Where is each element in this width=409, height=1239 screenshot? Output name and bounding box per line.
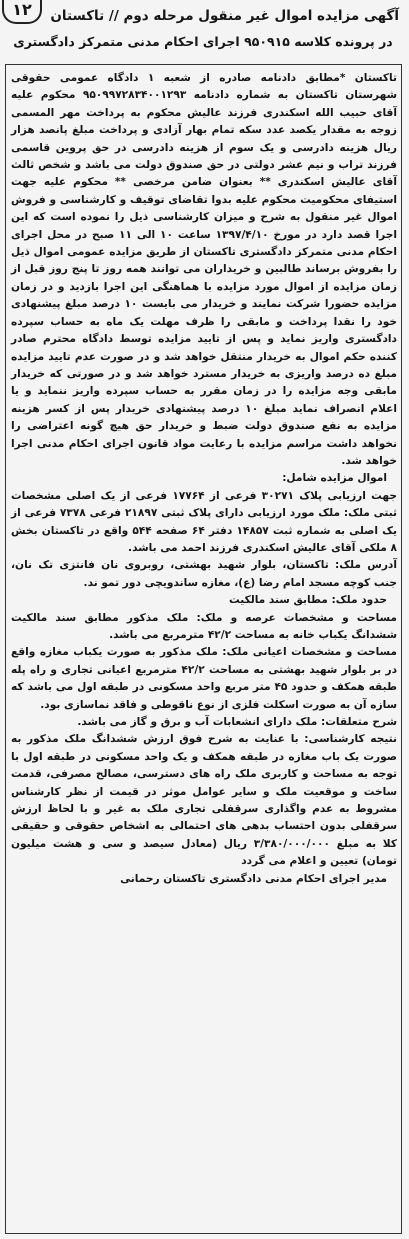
page-number-badge: ۱۲: [2, 0, 42, 24]
address-paragraph: آدرس ملک: تاکستان، بلوار شهید بهشتی، روبروی نان فانتزی تک نان، جنب کوچه مسجد امام رضا (ع)، مغازه ساندویچی دور تمو ند.: [11, 559, 397, 589]
notice-body: [11, 70, 397, 888]
boundaries-line: حدود ملک: مطابق سند مالکیت: [229, 594, 387, 607]
signature-line: مدیر اجرای احکام مدنی دادگستری تاکستان رحمانی: [120, 872, 387, 885]
building-paragraph: مساحت و مشخصات اعیانی ملک: ملک مذکور به صورت یکباب مغازه واقع در بر بلوار شهید بهشتی به مساحت ۴۲/۲ مترمربع اعیانی تجاری و راه پله طبقه همکف و حدود ۴۵ متر مربع واحد مسکونی در طبقه اول می باشد که سازه آن به صورت اسکلت فلزی از نوع ناقوطی و فاقد نماسازی بود.: [11, 646, 398, 711]
utilities-paragraph: شرح متعلقات: ملک دارای انشعابات آب و برق و گاز می باشد.: [77, 716, 397, 729]
main-paragraph: تاکستان *مطابق دادنامه صادره از شعبه ۱ دادگاه عمومی حقوقی شهرستان تاکستان به شماره دادنامه ۹۵۰۹۹۷۲۸۳۴۰۰۱۲۹۳ محکوم علیه آقای حبیب الله اسکندری فرزند عالیش محکوم به پرداخت مهر المسمی زوجه به مقدار یکصد عدد سکه تمام بهار آزادی و پرداخت مبلغ پانصد هزار ریال هزینه دادرسی و یک سوم از هزینه دادرسی در حق پروین قاسمی فرزند تراب و نیم عشر دولتی در حق صندوق دولت می باشد و شخص ثالث آقای عالیش اسکندری ** بعنوان ضامن مرخصی ** محکوم علیه جهت استیفای محکومیت محکوم علیه بدوا تقاضای توقیف و کارشناسی و فروش اموال غیر منقول به شرح و میزان کارشناسی ذیل را نموده است که این اجرا قصد دارد در مورخ ۱۳۹۷/۴/۱۰ ساعت ۱۰ الی ۱۱ صبح در محل اجرای احکام مدنی متمرکز دادگستری تاکستان از طریق مزایده عمومی اموال ذیل را بفروش برساند طالبین و خریداران می توانند همه روز تا پنج روز قبل از زمان مزایده از اموال مورد مزایده با هماهنگی این اجرا بازدید و در زمان مزایده حضورا شرکت نمایند و خریدار می بایست ۱۰ درصد مبلغ پیشنهادی خود را نقدا پرداخت و مابقی را ظرف مهلت یک ماه به حساب سپرده دادگستری واریز نماید و پس از تایید مزایده توسط دادگاه محترم صادر کننده حکم اموال به خریدار منتقل خواهد شد و در صورت عدم تایید مزایده مبلغ ده درصد واریزی به خریدار مسترد خواهد شد و در صورتی که خریدار مابقی وجه مزایده را در زمان مقرر به حساب سپرده واریز ننماید و یا اعلام انصراف نماید مبلغ ۱۰ درصد پیشنهادی خریدار پس از کسر هزینه مزایده به نفع صندوق دولت ضبط و خریدار حق هیچ گونه اعتراضی را نخواهد داشت مراسم مزایده با رعایت مواد قانون اجرای احکام مدنی اجرا خواهد شد.: [11, 72, 397, 467]
notice-subtitle: در پرونده کلاسه ۹۵۰۹۱۵ اجرای احکام مدنی متمرکز دادگستری: [13, 34, 393, 49]
result-paragraph: نتیجه کارشناسی: با عنایت به شرح فوق ارزش ششدانگ ملک مذکور به صورت یک باب مغازه در طبقه همکف و یک واحد مسکونی در طبقه اول با توجه به مساحت و کاربری ملک راه های دسترسی، مصالح مصرفی، قدمت ساخت و موقعیت ملک و سایر عوامل موثر در قیمت از نظر کارشناس مشروط به عدم واگذاری سرقفلی تجاری ملک به غیر و با لحاظ ارزش سرقفلی بدون احتساب بدهی های احتمالی به اشخاص حقوقی و حقیقی کلا به مبلغ ۳/۳۸۰/۰۰۰/۰۰۰ ریال (معادل سیصد و سی و هشت میلیون تومان) تعیین و اعلام می گردد: [11, 733, 397, 868]
area-paragraph: مساحت و مشخصات عرصه و ملک: ملک مذکور مطابق سند مالکیت ششدانگ یکباب خانه به مساحت ۴۲/۲ مترمربع می باشد.: [11, 611, 397, 641]
property-paragraph: جهت ارزیابی پلاک ۳۰۲۷۱ فرعی از ۱۷۷۶۴ فرعی از یک اصلی مشخصات ثبتی ملک: ملک مورد ارزیابی دارای پلاک ثبتی ۲۱۸۹۷ فرعی ۷۳۷۸ فرعی از یک اصلی به شماره ثبت ۱۴۸۵۷ دفتر ۶۴ صفحه ۵۴۴ واقع در تاکستان بخش ۸ ملکی آقای عالیش اسکندری فرزند احمد می باشد.: [11, 489, 398, 554]
items-heading: اموال مزایده شامل:: [282, 472, 387, 485]
notice-title: آگهی مزایده اموال غیر منقول مرحله دوم // تاکستان: [50, 8, 399, 24]
